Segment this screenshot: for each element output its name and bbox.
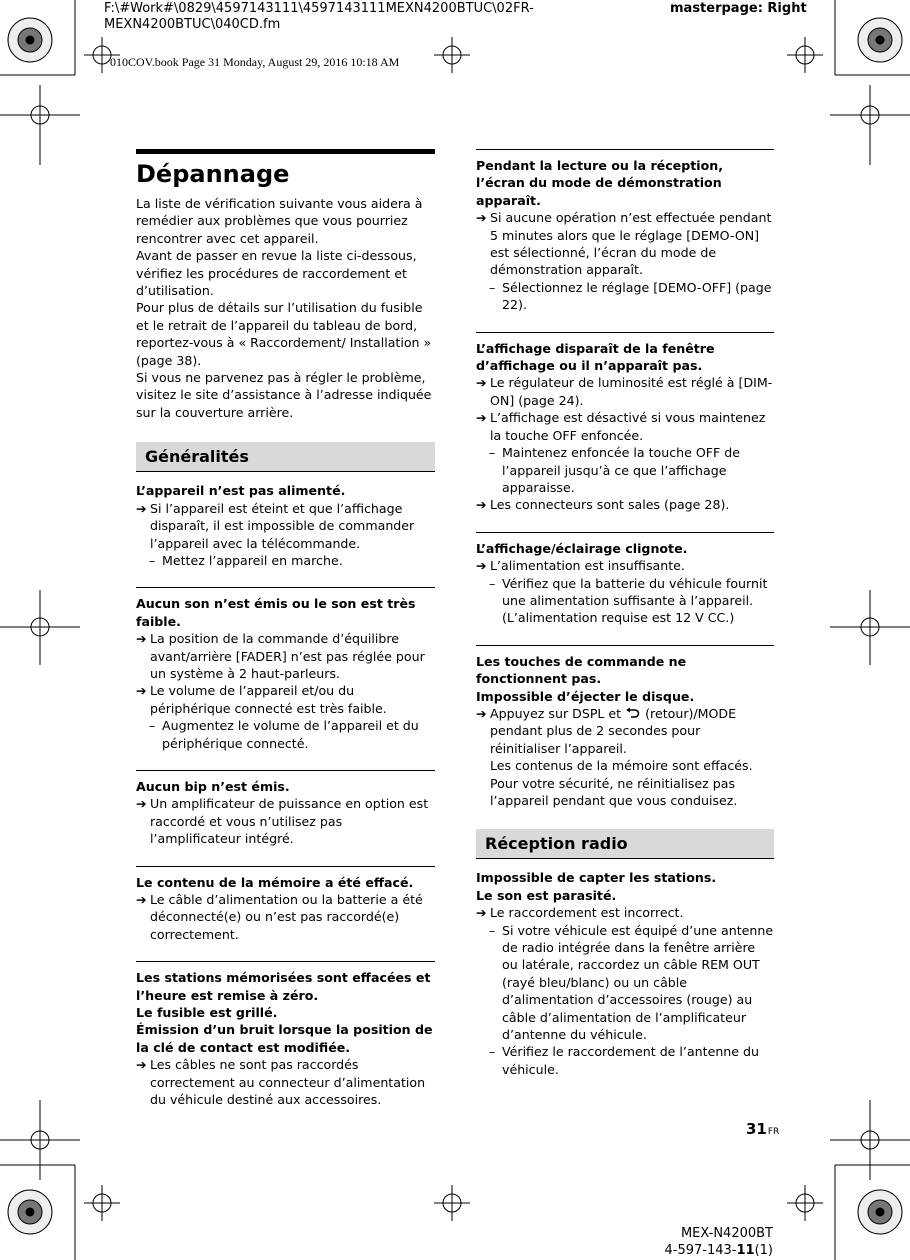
answer-item [476,409,774,444]
crosshair-target-icon [434,1185,470,1221]
troubleshooting-block [476,865,774,1096]
answer-item [136,1056,435,1108]
problem-heading: Les stations mémorisées sont effacées et l’heure est remise à zéro. [136,970,431,1003]
answer-text: L’affichage est désactivé si vous maintenez la touche OFF enfoncée. [490,410,766,443]
answer-item [136,891,435,943]
answer-item [476,705,774,757]
problem-heading: L’affichage disparaît de la fenêtre d’affichage ou il n’apparaît pas. [476,340,715,374]
dash-bullet: – [149,552,156,568]
answer-text: Le raccordement est incorrect. [490,905,684,921]
troubleshooting-block [476,645,774,828]
dash-bullet: – [489,922,496,938]
language-code: FR [767,1127,780,1137]
troubleshooting-block [476,332,774,532]
book-info-line: 010COV.book Page 31 Monday, August 29, 2016 10:18 AM [110,55,400,69]
crosshair-target-icon [830,1100,910,1180]
answer-item [476,209,774,279]
masterpage-label: masterpage: Right [670,1,807,16]
problem-heading: Impossible de capter les stations. [476,870,717,886]
solution-item [476,444,774,496]
dash-bullet: – [149,718,156,734]
answer-text: L’alimentation est insuffisante. [490,558,685,574]
arrow-icon: ➔ [476,375,487,391]
solution-text: Augmentez le volume de l’appareil et du périphérique connecté. [162,718,419,751]
left-column [136,149,435,1126]
file-path: F:\#Work#\0829\4597143111\4597143111MEXN4200BTUC\02FR-MEXN4200BTUC\040CD.fm [104,1,534,32]
answer-item [476,496,774,513]
general-troubleshooting-list [136,478,435,1126]
page-number-value: 31 [746,1120,767,1138]
crosshair-target-icon [0,1100,80,1180]
intro-paragraph: Avant de passer en revue la liste ci-dessous, vérifiez les procédures de raccordement et d’utilisation. [136,248,417,299]
answer-text: Les connecteurs sont sales (page 28). [490,497,730,513]
crosshair-target-icon [84,1185,120,1221]
answer-text: La position de la commande d’équilibre avant/arrière [FADER] n’est pas réglée pour un système à 2 haut-parleurs. [150,631,425,681]
crosshair-target-icon [0,85,80,165]
answer-text: Le régulateur de luminosité est réglé à [DIM-ON] (page 24). [490,375,773,408]
arrow-icon: ➔ [476,210,487,226]
part-number-revision: 11 [736,1243,755,1258]
crosshair-target-icon [434,37,470,73]
problem-heading: Aucun son n’est émis ou le son est très faible. [136,596,416,629]
answer-text: Un amplificateur de puissance en option est raccordé et vous n’utilisez pas l’amplificateur intégré. [150,796,429,847]
troubleshooting-block [476,149,774,332]
solution-text: Vérifiez le raccordement de l’antenne du véhicule. [502,1044,760,1077]
answer-item [136,795,435,847]
problem-heading: Le son est parasité. [476,887,617,903]
arrow-icon: ➔ [476,905,487,921]
arrow-icon: ➔ [136,500,147,516]
dash-bullet: – [489,445,496,461]
arrow-icon: ➔ [476,705,487,721]
troubleshooting-block [136,770,435,866]
answer-text: Appuyez sur DSPL et [490,705,626,721]
arrow-icon: ➔ [136,892,147,907]
answer-item [476,374,774,409]
solution-item [476,575,774,627]
answer-text: Le volume de l’appareil et/ou du périphérique connecté est très faible. [150,683,387,716]
right-column [476,149,774,1096]
problem-heading: Impossible d’éjecter le disque. [476,688,695,704]
intro-paragraph: Pour plus de détails sur l’utilisation du fusible et le retrait de l’appareil du tableau de bord, reportez-vous à « Raccordement/ Installation » (page 38). [136,300,432,368]
answer-text: Si l’appareil est éteint et que l’affichage disparaît, il est impossible de commander l’appareil avec la télécommande. [150,500,415,551]
section-heading-generalites: Généralités [136,442,435,472]
display-troubleshooting-list [476,149,774,827]
problem-heading: L’affichage/éclairage clignote. [476,540,688,556]
answer-item [136,682,435,717]
section-heading-reception-radio: Réception radio [476,829,774,859]
problem-heading: Aucun bip n’est émis. [136,778,290,794]
troubleshooting-block [136,961,435,1126]
back-arrow-icon [625,707,641,719]
intro-text [136,195,435,421]
arrow-icon: ➔ [476,410,487,426]
solution-item [136,552,435,569]
crosshair-target-icon [830,85,910,165]
page-number [746,1120,779,1138]
problem-heading: Pendant la lecture ou la réception, l’écran du mode de démonstration apparaît. [476,158,723,208]
radio-troubleshooting-list [476,865,774,1096]
intro-paragraph: Si vous ne parvenez pas à régler le problème, visitez le site d’assistance à l’adresse indiquée sur la couverture arrière. [136,370,432,420]
solution-text: Maintenez enfoncée la touche OFF de l’appareil jusqu’à ce que l’affichage apparaisse. [502,445,741,495]
crosshair-target-icon [830,590,910,665]
problem-heading: Le contenu de la mémoire a été effacé. [136,874,414,890]
troubleshooting-block [136,866,435,962]
arrow-icon: ➔ [136,1057,147,1073]
arrow-icon: ➔ [476,497,487,513]
registration-disc-icon [8,1190,52,1234]
part-number-suffix: (1) [754,1243,773,1258]
page-title: Dépannage [136,160,290,188]
part-number-prefix: 4-597-143- [664,1243,737,1258]
part-number [665,1242,774,1259]
arrow-icon: ➔ [136,631,147,647]
solution-text: Si votre véhicule est équipé d’une antenne de radio intégrée dans la fenêtre arrière ou latérale, raccordez un câble REM OUT (rayé bleu/blanc) ou un câble d’alimentation d’accessoires (rouge) au câble d’alimentation de l’amplificateur d’antenne du véhicule. [502,922,774,1043]
arrow-icon: ➔ [476,558,487,574]
answer-text: Si aucune opération n’est effectuée pendant 5 minutes alors que le réglage [DEMO-ON] est sélectionné, l’écran du mode de démonstration apparaît. [490,210,772,278]
registration-disc-icon [8,18,52,62]
answer-text: Les câbles ne sont pas raccordés correctement au connecteur d’alimentation du véhicule destiné aux accessoires. [150,1057,426,1108]
arrow-icon: ➔ [136,683,147,699]
dash-bullet: – [489,279,496,295]
registration-disc-icon [858,18,902,62]
troubleshooting-block [476,532,774,645]
dash-bullet: – [489,1044,496,1060]
answer-item [136,630,435,682]
problem-heading: Les touches de commande ne fonctionnent pas. [476,653,687,687]
problem-heading: Émission d’un bruit lorsque la position de la clé de contact est modifiée. [136,1022,433,1055]
registration-disc-icon [858,1190,902,1234]
model-info [665,1225,774,1259]
troubleshooting-block [136,587,435,770]
solution-item [476,279,774,314]
solution-item [476,922,774,1044]
solution-item [136,717,435,752]
title-rule [136,149,435,154]
answer-item [476,557,774,574]
problem-heading: Le fusible est grillé. [136,1005,278,1021]
answer-note: Les contenus de la mémoire sont effacés. Pour votre sécurité, ne réinitialisez pas l’appareil pendant que vous conduisez. [490,758,753,808]
crosshair-target-icon [787,1185,823,1221]
answer-text: Le câble d’alimentation ou la batterie a été déconnecté(e) ou n’est pas raccordé(e) correctement. [150,892,423,942]
crosshair-target-icon [787,37,823,73]
crosshair-target-icon [0,590,80,665]
troubleshooting-block [136,478,435,587]
problem-heading: L’appareil n’est pas alimenté. [136,483,346,499]
solution-item [476,1043,774,1078]
answer-item [476,904,774,921]
answer-item [136,500,435,552]
solution-text: Sélectionnez le réglage [DEMO-OFF] (page 22). [502,279,772,313]
intro-paragraph: La liste de vérification suivante vous aidera à remédier aux problèmes que vous pourriez rencontrer avec cet appareil. [136,196,423,246]
model-number: MEX-N4200BT [680,1226,773,1241]
arrow-icon: ➔ [136,796,147,812]
solution-text: Mettez l’appareil en marche. [162,552,343,568]
solution-text: Vérifiez que la batterie du véhicule fournit une alimentation suffisante à l’appareil. (L’alimentation requise est 12 V CC.) [502,575,768,626]
answer-text: (retour)/MODE pendant plus de 2 secondes pour réinitialiser l’appareil. [490,705,737,756]
dash-bullet: – [489,575,496,591]
